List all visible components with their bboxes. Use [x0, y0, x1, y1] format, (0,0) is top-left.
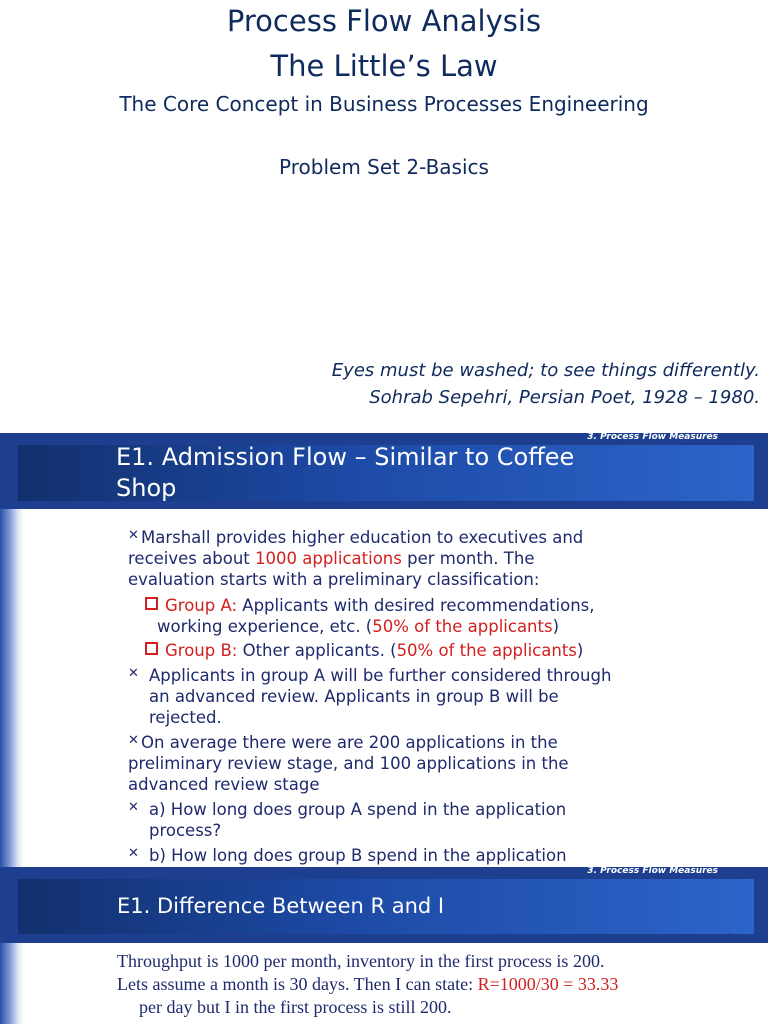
- problem-set-label: Problem Set 2-Basics: [279, 155, 489, 179]
- text-line3: per day but I in the first process is still 200.: [139, 997, 452, 1017]
- question-b-line1: b) How long does group B spend in the application: [149, 846, 567, 865]
- bullet1-line1: Marshall provides higher education to executives and: [141, 528, 584, 547]
- question-a-line1: a) How long does group A spend in the application: [149, 800, 567, 819]
- applications-count: 1000 applications: [255, 549, 402, 568]
- x-bullet-icon: ✕: [128, 666, 139, 681]
- bullet1-line2: receives about 1000 applications per month. The: [128, 549, 535, 568]
- section-tag: 3. Process Flow Measures: [587, 867, 718, 876]
- x-bullet-icon: ✕: [128, 800, 139, 815]
- section-tag: 3. Process Flow Measures: [587, 433, 718, 442]
- slide-subtitle: The Core Concept in Business Processes Engineering: [119, 92, 649, 116]
- quote-line2: Sohrab Sepehri, Persian Poet, 1928 – 1980.: [369, 387, 760, 408]
- slide-title-line1: Process Flow Analysis: [226, 4, 542, 38]
- square-bullet-icon: [145, 642, 158, 655]
- slide-title: E1. Difference Between R and I: [117, 894, 445, 918]
- text-line1: Throughput is 1000 per month, inventory in the first process is 200.: [117, 951, 605, 971]
- x-bullet-icon: ✕: [128, 733, 139, 748]
- x-bullet-icon: ✕: [128, 528, 139, 543]
- page-number: 2: [727, 500, 734, 510]
- slide-title-line2: The Little’s Law: [270, 49, 498, 83]
- groupA-line2: working experience, etc. (50% of the applicants): [157, 617, 560, 636]
- page-number: 3: [727, 933, 734, 943]
- bullet2-line2: an advanced review. Applicants in group B will be: [149, 687, 559, 706]
- bullet3-line1: On average there were are 200 applications in the: [141, 733, 558, 752]
- bullet3-line2: preliminary review stage, and 100 applications in the: [128, 754, 569, 773]
- bullet3-line3: advanced review stage: [128, 775, 320, 794]
- throughput-rate: R=1000/30 = 33.33: [477, 974, 619, 994]
- groupB-line1: Group B: Other applicants. (50% of the applicants): [165, 641, 584, 660]
- square-bullet-icon: [145, 597, 158, 610]
- title-slide: [0, 0, 768, 433]
- groupA-line1: Group A: Applicants with desired recommendations,: [165, 596, 595, 615]
- bullet2-line3: rejected.: [149, 708, 222, 727]
- x-bullet-icon: ✕: [128, 846, 139, 861]
- quote-line1: Eyes must be washed; to see things differently.: [331, 360, 760, 381]
- bullet1-line3: evaluation starts with a preliminary classification:: [128, 570, 540, 589]
- admission-flow-slide: [0, 433, 768, 867]
- question-a-line2: process?: [149, 821, 222, 840]
- bullet2-line1: Applicants in group A will be further considered through: [149, 666, 612, 685]
- difference-slide: [0, 867, 768, 1024]
- text-line2: Lets assume a month is 30 days. Then I can state: R=1000/30 = 33.33: [117, 974, 619, 994]
- slide-title-line1: E1. Admission Flow – Similar to Coffee: [116, 443, 575, 471]
- slide-title-line2: Shop: [116, 474, 177, 502]
